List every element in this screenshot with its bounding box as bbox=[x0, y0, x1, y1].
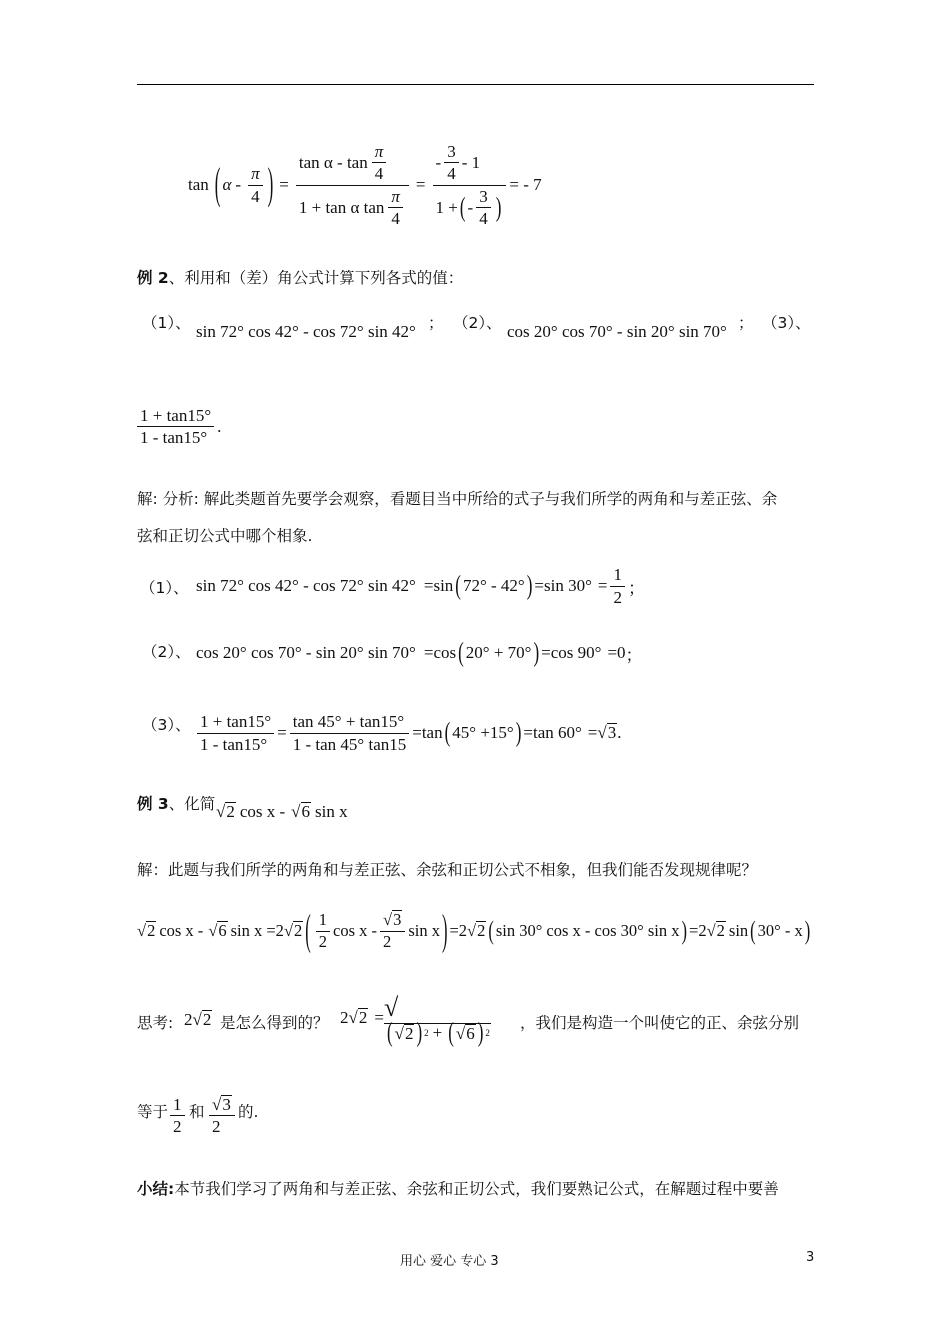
think-equation: 2 √2 = √ ( √2 ) 2 + ( √6 ) 2 bbox=[340, 992, 490, 1048]
paren-close: ) bbox=[267, 159, 274, 209]
page-number: 3 bbox=[806, 1250, 815, 1265]
equal-label: 等于 bbox=[137, 1103, 169, 1121]
paren-open: ( bbox=[214, 159, 221, 209]
ex2-item3-expr: $\frac{1 + \tan 15^\circ}{1 - \tan 15^\circ}$ . bbox=[134, 405, 221, 449]
think-coef: 2 √2 bbox=[184, 1010, 212, 1029]
think-label: 思考: bbox=[137, 1014, 174, 1032]
ex2-item1-label: （1）、 bbox=[142, 314, 191, 332]
ex3-long-equation: √2 cos x - √6 sin x =2 √2 ( $\frac{1}{2}$ cos x - $\frac{√3}{2}$ sin x ) =2 √2 ( sin 30° cos x - cos 30° sin x ) =2 √2 sin ( 30° - x ) bbox=[137, 905, 811, 955]
ex3-expr: √2 cos x - √6 sin x bbox=[216, 802, 348, 821]
equal-frac2: $\frac{√3}{2}$ bbox=[206, 1094, 238, 1138]
ex2-analysis-line2: 弦和正切公式中哪个相象. bbox=[137, 527, 313, 545]
ex1-frac-second: - $\frac{3}{4}$ - 1 1 + ( - $\frac{3}{4}$ ) bbox=[433, 141, 507, 229]
ex2-item2-expr: cos 20° cos 70° - sin 20° sin 70° bbox=[507, 322, 727, 341]
sol2-expr: cos 20° cos 70° - sin 20° sin 70° =cos ( 20° + 70° ) =cos 90° =0 ； bbox=[196, 637, 643, 668]
think-tail: ，我们是构造一个叫使它的正、余弦分别 bbox=[520, 1014, 800, 1032]
de-text: 的. bbox=[238, 1103, 259, 1121]
equal-frac1: $\frac{1}{2}$ bbox=[167, 1094, 188, 1138]
and-text: 和 bbox=[189, 1103, 205, 1121]
sol2-label: （2）、 bbox=[142, 643, 191, 661]
header-rule bbox=[137, 84, 814, 85]
sol1-label: （1）、 bbox=[140, 579, 189, 597]
ex2-item2-label: （2）、 bbox=[453, 314, 502, 332]
ex1-frac-main: tan α - tan $\frac{\pi}{4}$ 1 + tan α tan $\frac{\pi}{4}$ bbox=[296, 141, 409, 229]
ex3-solution-text: 解：此题与我们所学的两角和与差正弦、余弦和正切公式不相象，但我们能否发现规律呢？ bbox=[137, 861, 758, 879]
sol3-expr: $\frac{1 + \tan 15^\circ}{1 - \tan 15^\circ}$ = $\frac{\tan 45^\circ + \tan 15^\circ}{1 - \tan 45^\circ \tan 15}$ =tan ( 45° +15° ) =tan 60° = √3 . bbox=[194, 708, 621, 758]
ex1-equation: tan ( α - $\frac{\pi}{4}$ ) = tan α - tan $\frac{\pi}{4}$ 1 + tan α tan $\frac{\pi}{4}$ = - $\frac{3}{4}$ - 1 1 + ( - $\frac{3}{4}$ ) = - 7 bbox=[188, 142, 542, 228]
think-question: 是怎么得到的？ bbox=[220, 1014, 329, 1032]
sol1-expr: sin 72° cos 42° - cos 72° sin 42° =sin ( 72° - 42° ) =sin 30° = $\frac{1}{2}$ ； bbox=[196, 565, 645, 607]
ex2-sep1: ； bbox=[428, 314, 444, 332]
ex2-heading: 例 2、利用和（差）角公式计算下列各式的值： bbox=[137, 269, 464, 287]
ex2-item1-expr: sin 72° cos 42° - cos 72° sin 42° bbox=[196, 322, 416, 341]
footer-center: 用心 爱心 专心 3 bbox=[400, 1254, 499, 1269]
sol3-label: （3）、 bbox=[142, 716, 191, 734]
ex2-analysis-line1: 解: 分析: 解此类题首先要学会观察，看题目当中所给的式子与我们所学的两角和与差正弦、余 bbox=[137, 490, 778, 508]
ex3-heading: 例 3、化简 bbox=[137, 795, 216, 813]
ex2-sep2: ； bbox=[738, 314, 754, 332]
ex2-item3-label: （3）、 bbox=[762, 314, 811, 332]
pi-over-4: $\frac{\pi}{4}$ bbox=[248, 163, 263, 207]
summary: 小结:本节我们学习了两角和与差正弦、余弦和正切公式，我们要熟记公式，在解题过程中要善 bbox=[137, 1180, 779, 1198]
